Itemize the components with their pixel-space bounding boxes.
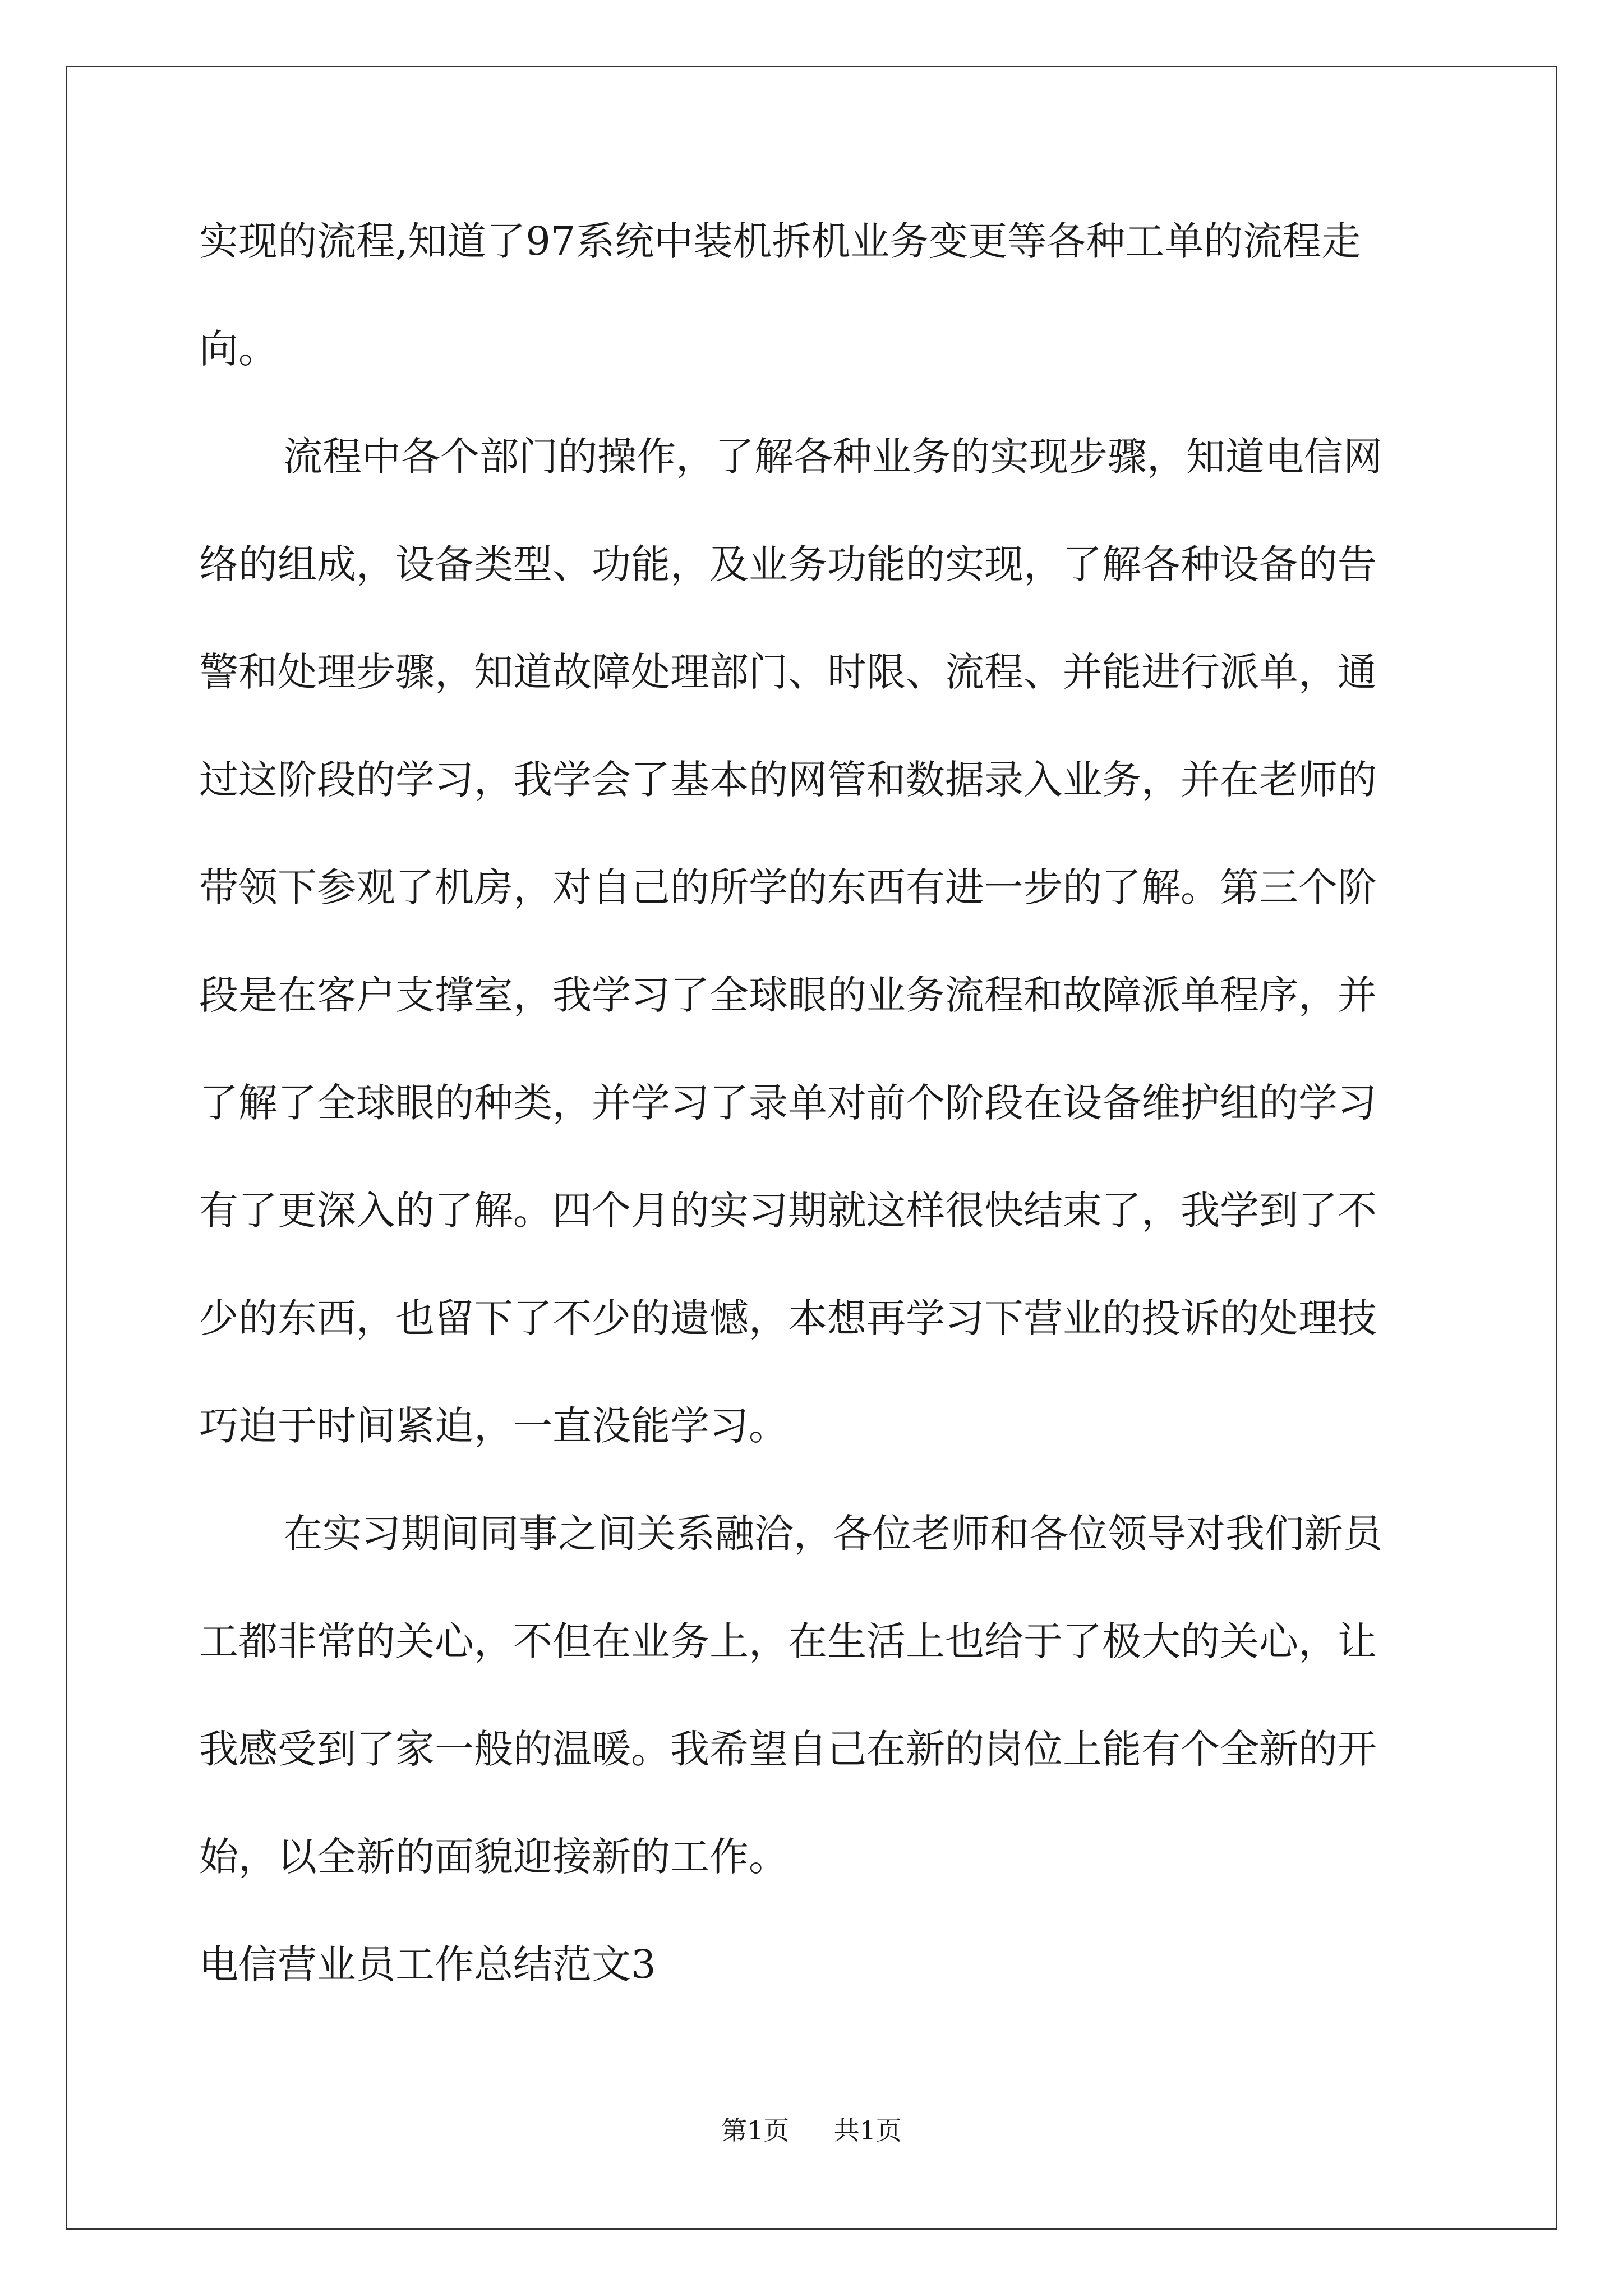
text-line: 络的组成，设备类型、功能，及业务功能的实现，了解各种设备的告 <box>199 541 1377 587</box>
page-footer <box>0 2115 1623 2146</box>
text-line: 巧迫于时间紧迫，一直没能学习。 <box>199 1403 788 1449</box>
page-total: 共1页 <box>833 2115 902 2146</box>
paragraph-2 <box>199 431 1433 1451</box>
text-line: 实现的流程,知道了97系统中装机拆机业务变更等各种工单的流程走 <box>199 218 1361 264</box>
text-line: 带领下参观了机房，对自己的所学的东西有进一步的了解。第三个阶 <box>199 864 1377 910</box>
text-line: 段是在客户支撑室，我学习了全球眼的业务流程和故障派单程序，并 <box>199 972 1377 1018</box>
text-line: 在实习期间同事之间关系融洽，各位老师和各位领导对我们新员 <box>283 1511 1382 1557</box>
text-line: 工都非常的关心，不但在业务上，在生活上也给于了极大的关心，让 <box>199 1618 1377 1664</box>
paragraph-3 <box>199 1508 1433 1882</box>
text-line: 了解了全球眼的种类，并学习了录单对前个阶段在设备维护组的学习 <box>199 1080 1377 1126</box>
paragraph-1 <box>199 216 1433 374</box>
text-line: 向。 <box>199 326 278 372</box>
document-body <box>199 216 1433 1990</box>
text-line: 少的东西，也留下了不少的遗憾，本想再学习下营业的投诉的处理技 <box>199 1295 1377 1341</box>
text-line: 始，以全新的面貌迎接新的工作。 <box>199 1834 788 1880</box>
section-heading: 电信营业员工作总结范文3 <box>199 1941 656 1987</box>
text-line: 有了更深入的了解。四个月的实习期就这样很快结束了，我学到了不 <box>199 1188 1377 1234</box>
text-line: 流程中各个部门的操作，了解各种业务的实现步骤，知道电信网 <box>283 434 1382 480</box>
text-line: 警和处理步骤，知道故障处理部门、时限、流程、并能进行派单，通 <box>199 649 1377 695</box>
page-number: 第1页 <box>721 2115 790 2146</box>
text-line: 我感受到了家一般的温暖。我希望自己在新的岗位上能有个全新的开 <box>199 1726 1377 1772</box>
text-line: 过这阶段的学习，我学会了基本的网管和数据录入业务，并在老师的 <box>199 757 1377 803</box>
